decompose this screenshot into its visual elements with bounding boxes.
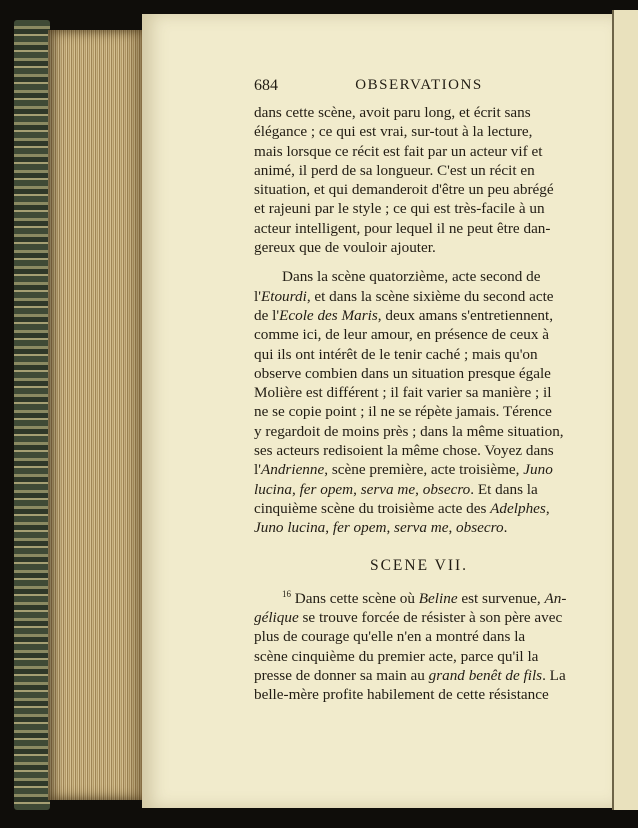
text-line [254,499,584,518]
text-line: acteur intelligent, pour lequel il ne peut être dan- [254,219,551,237]
book-spine [14,20,50,810]
text-line: comme ici, de leur amour, en présence de ceux à [254,326,549,344]
text-run: , scène première, acte troisième, [324,461,524,479]
text-run: cinquième scène du troisième acte des [254,499,491,517]
paragraph-1 [254,103,584,257]
text-line: ses acteurs redisoient la même chose. Voyez dans [254,442,554,460]
text-run: , [545,499,550,517]
latin-italic: Juno [523,461,553,479]
text-run: Dans cette scène où [291,589,419,607]
text-run: l' [254,287,261,305]
text-line [254,518,584,537]
text-line: animé, il perd de sa longueur. C'est un récit en [254,161,535,179]
latin-italic: obsecro [456,519,504,537]
text-run: , [353,480,361,498]
text-line: dans cette scène, avoit paru long, et écrit sans [254,104,531,121]
text-line [254,287,584,306]
name-italic: Beline [418,589,458,607]
text-line: plus de courage qu'elle n'en a montré dans la [254,628,526,646]
footnote-marker: 16 [282,588,291,599]
text-line [254,608,584,627]
quote-italic: grand benêt de fils [428,667,543,685]
latin-italic: Juno lucina [254,519,326,537]
page-header [254,76,584,98]
name-italic: An- [544,589,567,607]
latin-italic: serva me [394,519,449,537]
text-line: y regardoit de moins près ; dans la même situation, [254,422,564,440]
text-line: qui ils ont intérêt de le tenir caché ; mais qu'on [254,345,538,363]
text-run: , [386,519,395,537]
adjacent-page [612,10,638,810]
text-run: . Et dans la [470,480,538,498]
paragraph-2 [254,267,584,537]
page-text [254,76,584,705]
text-run: . [503,519,508,537]
text-line [254,460,584,479]
text-line: belle-mère profite habilement de cette résistance [254,686,549,704]
latin-italic: lucina [254,480,292,498]
title-italic: Ecole des Maris [279,306,378,324]
text-run: se trouve forcée de résister à son père avec [298,609,563,627]
scene-heading: SCENE VII. [369,556,469,574]
text-run: , [291,480,300,498]
text-line: ne se copie point ; il ne se répète jamais. Térence [254,403,552,421]
page-edges [48,30,144,800]
text-line: scène cinquième du premier acte, parce qu'il la [254,647,539,665]
title-italic: Etourdi [260,287,307,305]
text-line: gereux que de vouloir ajouter. [254,239,436,257]
text-line [254,306,584,325]
text-run: l' [254,461,261,479]
name-italic: gélique [254,609,299,627]
text-line: Molière est différent ; il fait varier sa manière ; il [254,384,552,402]
text-line: situation, et qui demanderoit d'être un peu abrégé [254,181,554,199]
text-line: Dans la scène quatorzième, acte second de [282,268,541,286]
text-run: , deux amans s'entretiennent, [377,306,554,324]
text-line [254,589,584,608]
text-run: , [325,519,333,537]
text-run: . La [542,667,566,685]
text-run: presse de donner sa main au [254,667,429,685]
text-line: observe combien dans un situation presque égale [254,364,551,382]
title-italic: Adelphes [490,499,546,517]
latin-italic: fer opem [332,519,387,537]
paragraph-3 [254,589,584,705]
text-run: , [415,480,423,498]
text-line [254,666,584,685]
text-line: élégance ; ce qui est vrai, sur-tout à la lecture, [254,123,533,141]
latin-italic: fer opem [299,480,354,498]
text-run: , [448,519,457,537]
latin-italic: serva me [360,480,416,498]
text-line: mais lorsque ce récit est fait par un acteur vif et [254,142,543,160]
latin-italic: obsecro [422,480,471,498]
title-italic: Andrienne [260,461,325,479]
page-number: 684 [254,77,278,94]
text-line [254,480,584,499]
text-run: , et dans la scène sixième du second acte [306,287,554,305]
text-run: est survenue, [457,589,545,607]
text-line: et rajeuni par le style ; ce qui est très-facile à un [254,200,545,218]
running-title: OBSERVATIONS [355,77,483,93]
text-run: de l' [254,306,280,324]
